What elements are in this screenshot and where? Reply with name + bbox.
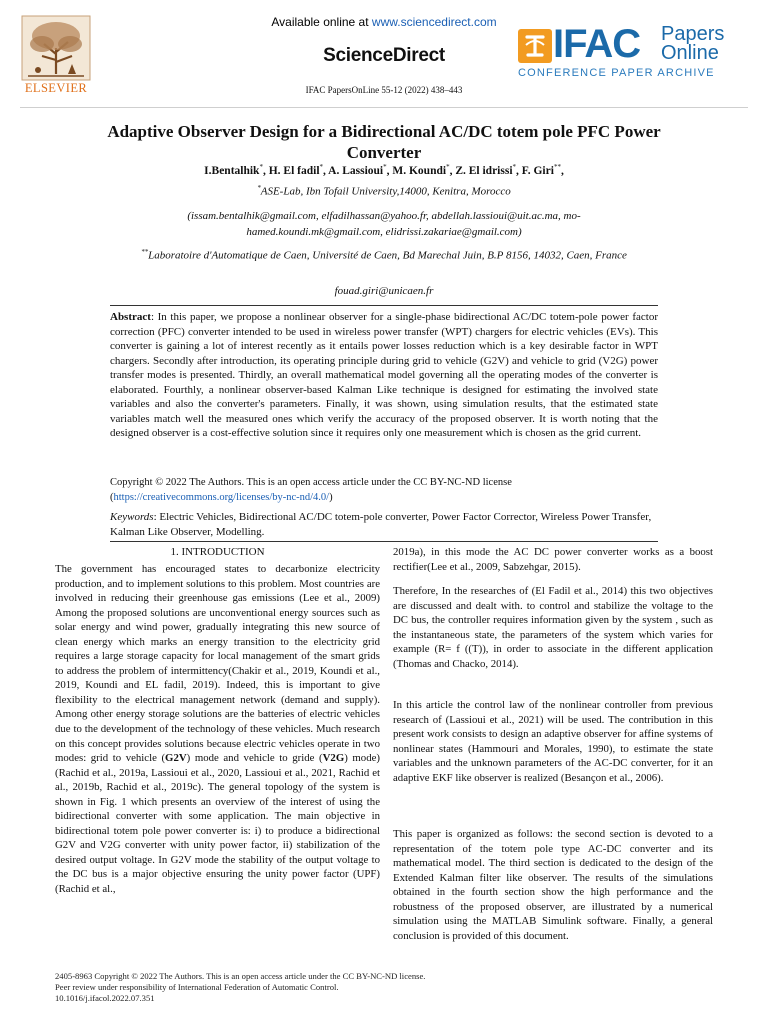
v2g-term: V2G: [322, 752, 345, 765]
license-line: (https://creativecommons.org/licenses/by-nc-nd/4.0/): [110, 492, 333, 503]
affiliation-1: [60, 180, 708, 200]
g2v-term: G2V: [165, 752, 187, 765]
footer-doi[interactable]: 10.1016/j.ifacol.2022.07.351: [55, 993, 155, 1004]
body-column-left: [55, 562, 380, 897]
paragraph-text: The government has encouraged states to decarbonize electricity production, and to implement solutions to this problem. Most countries are involved in reducing their greenhouse gas emissions (Lee et al., 2009) Among the proposed solutions are unconventional energy sources such as solar energy and wind power, gradually integrating this new source of clean energy which marks an energy transition to the electricity grid requires a large storage capacity for local management of the smart grids to address the problem of intermittency(Chakir et al., 2019, Koundi et al., 2019, Koundi and EL fadil, 2019). Indeed, this is important to give flexibility to the electrical management network (demand and supply). Among other energy storage solutions are the batteries of electric vehicles due to the development of the technology of these vehicles. Much research on this concept provides solutions because electric vehicles operate in two modes: grid to vehicle (: [55, 563, 380, 765]
author-name: M. Koundi: [392, 164, 447, 177]
papers-online-wordmark: [661, 25, 724, 63]
author-name: I.Bentalhik: [204, 164, 260, 177]
ifac-wordmark: IFAC: [553, 22, 641, 66]
header-divider: [20, 107, 748, 108]
affiliation-mark: *: [512, 163, 517, 171]
emails-1: (issam.bentalhik@gmail.com, elfadilhassan@yahoo.fr, abdellah.lassioui@uit.ac.ma, mo-hamed.koundi.mk@gmail.com, elidrissi.zakariae@gmail.com): [187, 210, 581, 238]
author-separator: ,: [449, 164, 456, 177]
available-online-label: Available online at: [271, 15, 372, 29]
abstract-bottom-rule: [110, 541, 658, 542]
paragraph: 2019a), in this mode the AC DC power converter works as a boost rectifier(Lee et al., 2009, Sabzehgar, 2015).: [393, 546, 713, 573]
author-separator: ,: [386, 164, 393, 177]
footer-notice: [55, 971, 425, 1005]
sciencedirect-wordmark: ScienceDirect: [323, 45, 445, 66]
paragraph: In this article the control law of the nonlinear controller from previous research of (Lassioui et al., 2021) will be used. The contribution in this present work consists to design an adaptive observer for affine systems of nonlinear states (Hammouri and Morales, 1990), to estimate the state variables and the unknown parameters of the AC-DC converter, for it an adaptive EKF like observer is realized (Besançon et al., 2006).: [393, 699, 713, 784]
affiliation-mark: *: [383, 163, 387, 171]
conference-archive-label: CONFERENCE PAPER ARCHIVE: [518, 67, 715, 79]
copyright-line: Copyright © 2022 The Authors. This is an open access article under the CC BY-NC-ND license: [110, 477, 512, 488]
author-separator: ,: [262, 164, 269, 177]
affiliation-mark: **: [141, 248, 149, 256]
abstract-text: : In this paper, we propose a nonlinear observer for a single-phase bidirectional AC/DC totem-pole power factor correction (PFC) converter intended to be used in wireless power transfer (WPT) chargers for electric vehicles (EVs). This converter is gaining a lot of interest recently as it entails power losses reduction which is a key desirable factor in WPT chargers. Secondly after introduction, its operating principle during grid to vehicle (G2V) and vehicle to grid (V2G) power transfer modes is presented. Thirdly, an overall mathematical model governing all the operating modes of the converter is elaborated. Fourthly, a nonlinear observer-based Kalman Like technique is designed for estimating the involved state variables and also the converter's parameters. Finally, it was shown, using simulation results, that the estimated state variables match well the measured ones which verify the accuracy of the proposed observer. It is worth noting that the designed observer is a cost-effective solution since it requires only one measurement which is chosen as the grid current.: [110, 311, 658, 439]
keywords-text: : Electric Vehicles, Bidirectional AC/DC totem-pole converter, Power Factor Corrector, Wireless Power Transfer, Kalman Like Observer, Modelling.: [110, 511, 652, 538]
sciencedirect-link[interactable]: www.sciencedirect.com: [371, 15, 497, 29]
email-2: fouad.giri@unicaen.fr: [334, 285, 434, 297]
affiliation-2: [110, 244, 658, 264]
paragraph-text: ) mode and vehicle to gride (: [186, 752, 323, 765]
paragraph-text: ) mode)(Rachid et al., 2019a, Lassioui et al., 2020, Lassioui et al., 2021, Rachid et al., 2019b, Rachid et al., 2019c). The general topology of the system is shown in Fig. 1 which presents an overview of the interest of using the bidirectional converter with some application. The main objective in bidirectional totem pole power converter is: i) to produce a bidirectional G2V and V2G converter with unity power factor, ii) stabilization of the desired output voltage. In G2V mode the stability of the output voltage to the DC bus is a major objective ensuring the unity power factor (UPF) (Rachid et al.,: [55, 752, 380, 896]
author-end: ,: [560, 164, 564, 177]
copyright-notice: [110, 475, 658, 505]
available-online-line: [0, 15, 768, 29]
affiliation-mark: *: [259, 163, 263, 171]
elsevier-wordmark: ELSEVIER: [24, 81, 88, 95]
affiliation-mark: *: [319, 163, 324, 171]
paragraph: Therefore, In the researches of (El Fadil et al., 2014) this two objectives are discussed and dealt with. to control and stabilize the voltage to the DC bus, the controller requires information given by the system , such as the instantaneous state, the parameters of the system which varies for example (R= f ((T)), in order to associate in the different application (Thomas and Chacko, 2014).: [393, 585, 713, 670]
affiliation-mark: *: [257, 184, 261, 192]
author-name: F. Giri: [521, 164, 554, 177]
abstract: [110, 310, 658, 441]
keywords: [110, 510, 658, 539]
author-list: [0, 163, 768, 177]
affiliation-mark: *: [446, 163, 450, 171]
footer-peer-review-line: Peer review under responsibility of International Federation of Automatic Control.: [55, 982, 339, 993]
ifac-emblem-icon: [518, 29, 552, 63]
footer-issn-line: 2405-8963 Copyright © 2022 The Authors. This is an open access article under the CC BY-NC-ND license.: [55, 971, 426, 981]
affiliation-mark: **: [553, 163, 561, 171]
online-label: Online: [661, 42, 719, 64]
papers-label: Papers: [661, 23, 725, 45]
author-name: A. Lassioui: [328, 164, 384, 177]
journal-citation: IFAC PapersOnLine 55-12 (2022) 438–443: [305, 85, 463, 95]
author-name: H. El fadil: [268, 164, 320, 177]
affiliation-1-text: ASE-Lab, Ibn Tofail University,14000, Kenitra, Morocco: [260, 185, 511, 198]
paper-title: Adaptive Observer Design for a Bidirectional AC/DC totem pole PFC Power Converter: [107, 122, 661, 162]
author-separator: ,: [323, 164, 329, 177]
license-link[interactable]: https://creativecommons.org/licenses/by-nc-nd/4.0/: [113, 492, 330, 503]
abstract-top-rule: [110, 305, 658, 306]
author-separator: ,: [516, 164, 522, 177]
author-name: Z. El idrissi: [455, 164, 513, 177]
paragraph: This paper is organized as follows: the second section is devoted to a representation of the totem pole type AC-DC converter and its mathematical model. The third section is dedicated to the design of the Extended Kalman filter like observer. The results of the simulations obtained in the fourth section show the high performance and the robustness of the proposed observer, are illustrated by a numerical simulation using the MATLAB Simulink software. Finally, a general conclusion is provided of this document.: [393, 828, 713, 942]
abstract-label: Abstract: [110, 311, 151, 323]
section-heading-introduction: 1. INTRODUCTION: [170, 546, 265, 558]
affiliation-2-text: Laboratoire d'Automatique de Caen, Université de Caen, Bd Marechal Juin, B.P 8156, 14032, Caen, France: [148, 249, 627, 262]
keywords-label: Keywords: [110, 511, 154, 523]
